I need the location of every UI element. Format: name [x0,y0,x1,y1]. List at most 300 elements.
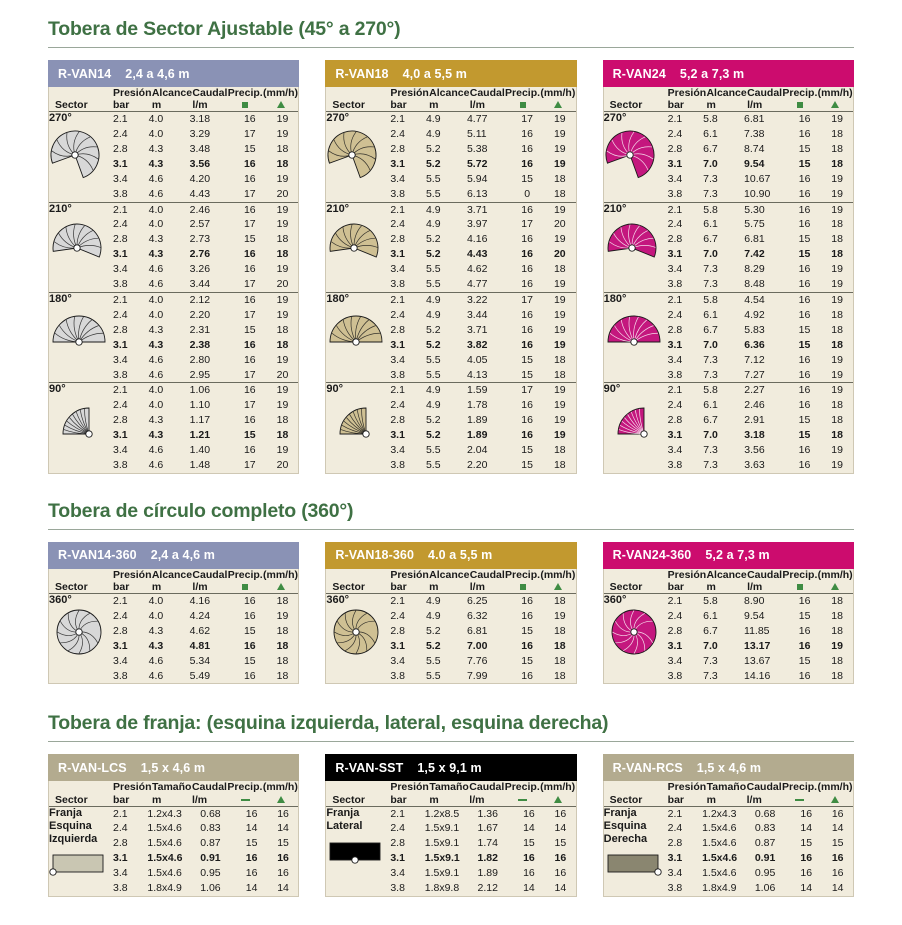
precip-square-value: 16 [521,639,533,652]
sector-label: 270° [603,112,627,125]
precip-square-value: 16 [523,807,535,820]
precip-square-value: 15 [243,142,256,155]
pressure-value: 2.1 [667,294,683,306]
precip-square-value: 16 [243,248,256,261]
col-header: Caudal [747,87,783,99]
col-header: (mm/h) [263,87,299,99]
pressure-value: 2.8 [667,624,683,637]
precip-square-value: 16 [245,807,258,820]
sector-cell [604,202,668,292]
flow-value: 2.12 [189,294,211,306]
flow-value: 7.99 [466,669,488,682]
table-row [113,639,298,654]
precip-square-value: 17 [243,308,256,321]
col-header: Presión [390,568,429,581]
col-header: (mm/h) [817,568,853,581]
pressure-value: 3.8 [113,458,128,471]
pressure-value: 3.4 [113,353,128,366]
table-row [390,308,575,323]
flow-value: 3.29 [189,128,211,141]
coverage-range: 1,5 x 9,1 m [417,760,482,775]
table-row [668,624,853,639]
pressure-value: 3.1 [667,157,683,170]
precip-triangle-value: 19 [553,399,566,412]
pressure-value: 2.4 [667,308,683,321]
sector-cell [326,383,390,473]
sector-group [604,293,853,383]
reach-value: 4.3 [148,429,164,442]
table-row [390,383,575,398]
pressure-value: 3.1 [390,852,405,865]
flow-value: 4.54 [744,294,765,306]
pressure-value: 3.8 [390,458,405,471]
table-row [668,443,853,458]
pressure-value: 3.1 [390,338,405,351]
precip-triangle-value: 15 [277,837,289,850]
precip-icon-cell [782,794,817,807]
reach-value: 4.3 [148,639,164,652]
flow-value: 1.21 [189,429,211,442]
table-row [390,262,575,277]
precip-square-value: 17 [521,384,533,397]
col-header: Caudal [192,568,228,581]
col-header: Presión [390,87,429,99]
pressure-value: 2.8 [390,414,405,427]
flow-value: 5.75 [744,218,765,231]
precip-square-value: 16 [521,248,533,261]
precip-icon-cell [540,794,575,807]
spray-pattern-diagram [604,308,668,354]
col-header: Caudal [469,568,505,581]
section-divider [48,741,854,742]
pressure-value: 2.8 [113,323,128,336]
table-row [668,172,853,187]
flow-value: 3.18 [189,113,211,126]
table-row [390,594,575,609]
sector-label: 90° [326,383,343,396]
precip-triangle-value: 18 [831,323,843,336]
precip-triangle-value: 19 [553,233,566,246]
reach-value: 4.6 [148,444,164,457]
reach-value: 5.2 [425,338,441,351]
table-row [668,821,853,836]
table-row [390,428,575,443]
flow-value: 8.74 [744,142,765,155]
triangle-icon [554,796,562,803]
rows-cell [113,383,298,473]
card-row [48,60,854,474]
col-header: Presión [667,781,707,794]
reach-value: 4.6 [148,353,164,366]
precip-square-value: 15 [523,837,535,850]
precip-square-value: 16 [798,203,811,216]
spray-pattern-diagram [326,127,390,173]
sector-cell [604,383,668,473]
table-row [668,203,853,218]
precip-triangle-value: 16 [277,807,289,820]
table-row [668,353,853,368]
table-row [668,338,853,353]
precip-triangle-value: 18 [553,172,566,185]
pressure-value: 3.4 [390,654,405,667]
rows-cell [390,202,575,292]
pressure-value: 3.8 [113,669,128,682]
precip-triangle-value: 19 [553,278,566,291]
card-body [48,569,299,685]
reach-value: 6.7 [703,624,718,637]
sector-label: 210° [603,202,627,215]
spray-pattern-diagram [49,127,113,173]
flow-value: 0.83 [200,822,221,835]
spec-table [326,781,575,896]
reach-value: 6.7 [703,323,718,336]
col-unit: m [152,581,193,594]
sector-group [326,293,575,383]
table-row [390,142,575,157]
dash-icon [518,799,527,801]
pressure-value: 2.8 [390,233,405,246]
flow-value: 10.90 [744,187,771,200]
pressure-value: 3.8 [667,187,683,200]
precip-triangle-value: 18 [831,233,843,246]
precip-triangle-value: 18 [831,609,843,622]
pressure-value: 2.4 [113,822,128,835]
pressure-value: 2.1 [667,595,683,607]
reach-value: 7.0 [703,157,718,170]
pressure-value: 3.1 [390,157,405,170]
precip-square-value: 16 [521,399,533,412]
flow-value: 3.48 [189,142,211,155]
flow-value: 7.12 [744,353,765,366]
reach-value: 4.9 [425,384,441,397]
nozzle-card-r-van24 [603,60,854,474]
col-unit: l/m [192,99,227,112]
flow-value: 3.97 [466,218,488,231]
pressure-value: 3.1 [113,157,128,170]
rows-cell [390,383,575,473]
flow-value: 5.94 [466,172,488,185]
reach-value: 1.2x4.3 [147,807,182,820]
card-body [603,87,854,474]
precip-square-value: 17 [243,218,256,231]
flow-value: 1.67 [477,822,498,835]
precip-triangle-value: 19 [276,128,289,141]
precip-square-value: 16 [798,128,811,141]
table-row [668,866,853,881]
reach-value: 1.2x4.3 [702,807,737,820]
table-row [668,217,853,232]
col-header: Sector [609,580,643,593]
rows-cell [390,594,575,684]
sector-group [49,594,298,684]
flow-value: 1.06 [754,882,776,895]
sector-cell [49,293,113,383]
table-row [113,157,298,172]
reach-value: 5.2 [425,639,441,652]
precip-triangle-value: 19 [553,308,566,321]
table-row [390,247,575,262]
table-row [113,836,298,851]
reach-value: 4.0 [148,399,164,412]
flow-value: 1.78 [466,399,488,412]
reach-value: 1.5x4.6 [702,852,738,865]
card-header [325,754,576,781]
precip-square-value: 16 [798,669,811,682]
pressure-value: 3.1 [667,852,683,865]
spray-pattern-diagram [604,609,668,655]
col-unit: l/m [192,581,227,594]
pressure-value: 3.8 [390,669,405,682]
spray-pattern-diagram [326,839,390,879]
table-row [390,624,575,639]
col-header: Sector [332,580,366,593]
pressure-value: 3.1 [667,338,683,351]
precip-triangle-value: 18 [553,444,566,457]
reach-value: 4.9 [425,308,441,321]
col-unit: m [429,99,470,112]
spray-pattern-diagram [604,127,668,173]
table-row [113,308,298,323]
precip-triangle-value: 19 [276,113,289,126]
reach-value: 1.5x4.6 [147,852,183,865]
precip-square-value: 16 [243,609,256,622]
precip-square-value: 16 [800,807,813,820]
pressure-value: 3.8 [113,278,128,291]
section-1 [48,500,854,685]
table-row [113,866,298,881]
col-unit: bar [113,794,152,807]
flow-value: 5.11 [466,128,487,141]
precip-triangle-value: 18 [831,654,843,667]
precip-square-value: 15 [798,157,811,170]
table-row [113,654,298,669]
precip-square-value: 16 [798,384,811,397]
sector-group [49,293,298,383]
pressure-value: 3.4 [113,444,128,457]
reach-value: 7.3 [703,444,718,457]
coverage-range: 4,0 a 5,5 m [402,66,467,81]
card-row [48,542,854,685]
pressure-value: 2.1 [667,807,683,820]
col-unit: bar [113,581,152,594]
table-row [390,172,575,187]
pressure-value: 2.1 [113,294,128,306]
col-unit: bar [390,99,429,112]
pressure-value: 2.4 [390,609,405,622]
precip-icon-cell [228,581,263,594]
flow-value: 5.49 [189,669,211,682]
section-0 [48,18,854,474]
pressure-value: 3.8 [113,187,128,200]
precip-square-value: 17 [521,113,533,126]
col-unit: m [707,794,747,807]
precip-icon-cell [505,99,540,112]
pressure-value: 3.8 [667,458,683,471]
card-body [48,87,299,474]
section-title: Tobera de círculo completo (360°) [48,499,354,522]
col-header: (mm/h) [817,781,853,794]
table-row [668,368,853,383]
precip-square-value: 15 [798,323,811,336]
precip-triangle-value: 18 [276,233,289,246]
precip-square-value: 14 [800,882,813,895]
table-row [668,669,853,684]
reach-value: 1.5x4.6 [702,837,737,850]
reach-value: 1.8x4.9 [702,882,737,895]
precip-triangle-value: 14 [554,882,567,895]
reach-value: 5.5 [425,263,441,276]
precip-square-value: 17 [243,458,256,471]
col-unit: l/m [469,794,504,807]
precip-triangle-value: 18 [276,157,289,170]
reach-value: 4.6 [148,458,164,471]
precip-square-value: 14 [523,822,535,835]
precip-triangle-value: 19 [276,399,289,412]
reach-value: 1.5x9.1 [424,822,460,835]
pressure-value: 2.1 [390,203,405,216]
precip-icon-cell [505,581,540,594]
pressure-value: 2.1 [390,384,405,397]
reach-value: 5.2 [425,233,441,246]
pressure-value: 2.4 [390,308,405,321]
reach-value: 4.3 [148,248,164,261]
reach-value: 5.8 [703,113,718,126]
pressure-value: 2.4 [667,128,683,141]
reach-value: 5.5 [425,172,441,185]
col-header: Precip. [782,781,818,794]
flow-value: 2.91 [744,414,765,427]
precip-triangle-value: 19 [276,172,289,185]
precip-icon-cell [228,99,263,112]
reach-value: 7.3 [703,654,718,667]
reach-value: 6.1 [703,609,718,622]
col-header: Precip. [505,568,541,581]
reach-value: 4.9 [425,595,441,607]
triangle-icon [831,583,839,590]
sector-cell [326,112,390,202]
precip-square-value: 16 [798,172,811,185]
precip-square-value: 16 [243,263,256,276]
precip-triangle-value: 19 [831,384,843,397]
table-row [668,639,853,654]
table-row [113,277,298,292]
coverage-range: 5,2 a 7,3 m [705,548,770,563]
col-unit: m [152,99,193,112]
pressure-value: 2.1 [667,203,683,216]
precip-triangle-value: 20 [553,248,566,261]
pressure-value: 2.8 [113,414,128,427]
col-header: Sector [55,793,88,806]
precip-triangle-value: 19 [276,609,289,622]
col-header: Precip. [504,781,540,794]
spec-table [326,87,575,473]
flow-value: 1.89 [466,414,488,427]
precip-square-value: 15 [245,837,258,850]
table-row [113,112,298,127]
flow-value: 4.77 [466,113,488,126]
reach-value: 4.9 [425,128,441,141]
flow-value: 3.71 [466,323,488,336]
flow-value: 2.20 [189,308,211,321]
precip-square-value: 15 [798,414,811,427]
dash-icon [241,799,250,801]
table-row [668,654,853,669]
pressure-value: 2.4 [113,609,128,622]
pressure-value: 3.4 [390,263,405,276]
col-header: (mm/h) [263,568,299,581]
col-header: Caudal [469,87,505,99]
card-body [48,781,299,897]
precip-square-value: 16 [243,595,256,607]
table-row [390,112,575,127]
rows-cell [390,112,575,202]
pressure-value: 2.1 [113,384,128,397]
pressure-value: 2.8 [667,142,683,155]
model-name: R-VAN-LCS [58,760,127,775]
sector-label: 360° [49,594,72,606]
precip-triangle-value: 18 [831,429,843,442]
pressure-value: 3.4 [667,263,683,276]
precip-square-value: 16 [243,384,256,397]
col-header: Sector [55,580,88,593]
table-row [113,609,298,624]
table-row [668,413,853,428]
flow-value: 6.32 [466,609,488,622]
reach-value: 4.6 [148,187,164,200]
precip-triangle-value: 18 [553,368,566,381]
precip-square-value: 16 [521,595,533,607]
sector-group [604,112,853,202]
precip-triangle-value: 19 [276,353,289,366]
precip-triangle-value: 18 [276,338,289,351]
pressure-value: 3.4 [113,654,128,667]
table-row [668,594,853,609]
precip-square-value: 16 [798,368,811,381]
precip-triangle-value: 19 [553,323,566,336]
col-header: Caudal [192,87,228,99]
sector-cell [326,594,390,684]
reach-value: 5.2 [425,142,441,155]
precip-square-value: 16 [798,458,811,471]
reach-value: 4.3 [148,233,164,246]
flow-value: 0.87 [200,837,221,850]
model-name: R-VAN24 [612,66,666,81]
col-header: Sector [332,99,366,112]
reach-value: 5.8 [703,595,718,607]
precip-square-value: 16 [521,128,533,141]
table-row [668,458,853,473]
table-row [390,368,575,383]
precip-icon-cell [263,794,298,807]
table-row [390,232,575,247]
reach-value: 4.3 [148,414,164,427]
rows-cell [668,112,853,202]
pressure-value: 2.8 [667,837,683,850]
precip-icon-cell [782,99,817,112]
pressure-value: 3.8 [113,368,128,381]
triangle-icon [277,101,285,108]
col-header: Precip. [505,87,541,99]
reach-value: 7.3 [703,263,718,276]
flow-value: 4.62 [189,624,211,637]
precip-square-value: 16 [521,233,533,246]
table-row [668,293,853,308]
reach-value: 4.9 [425,609,441,622]
card-header [48,60,299,87]
flow-value: 0.83 [754,822,776,835]
flow-value: 4.62 [466,263,488,276]
precip-square-value: 16 [521,414,533,427]
